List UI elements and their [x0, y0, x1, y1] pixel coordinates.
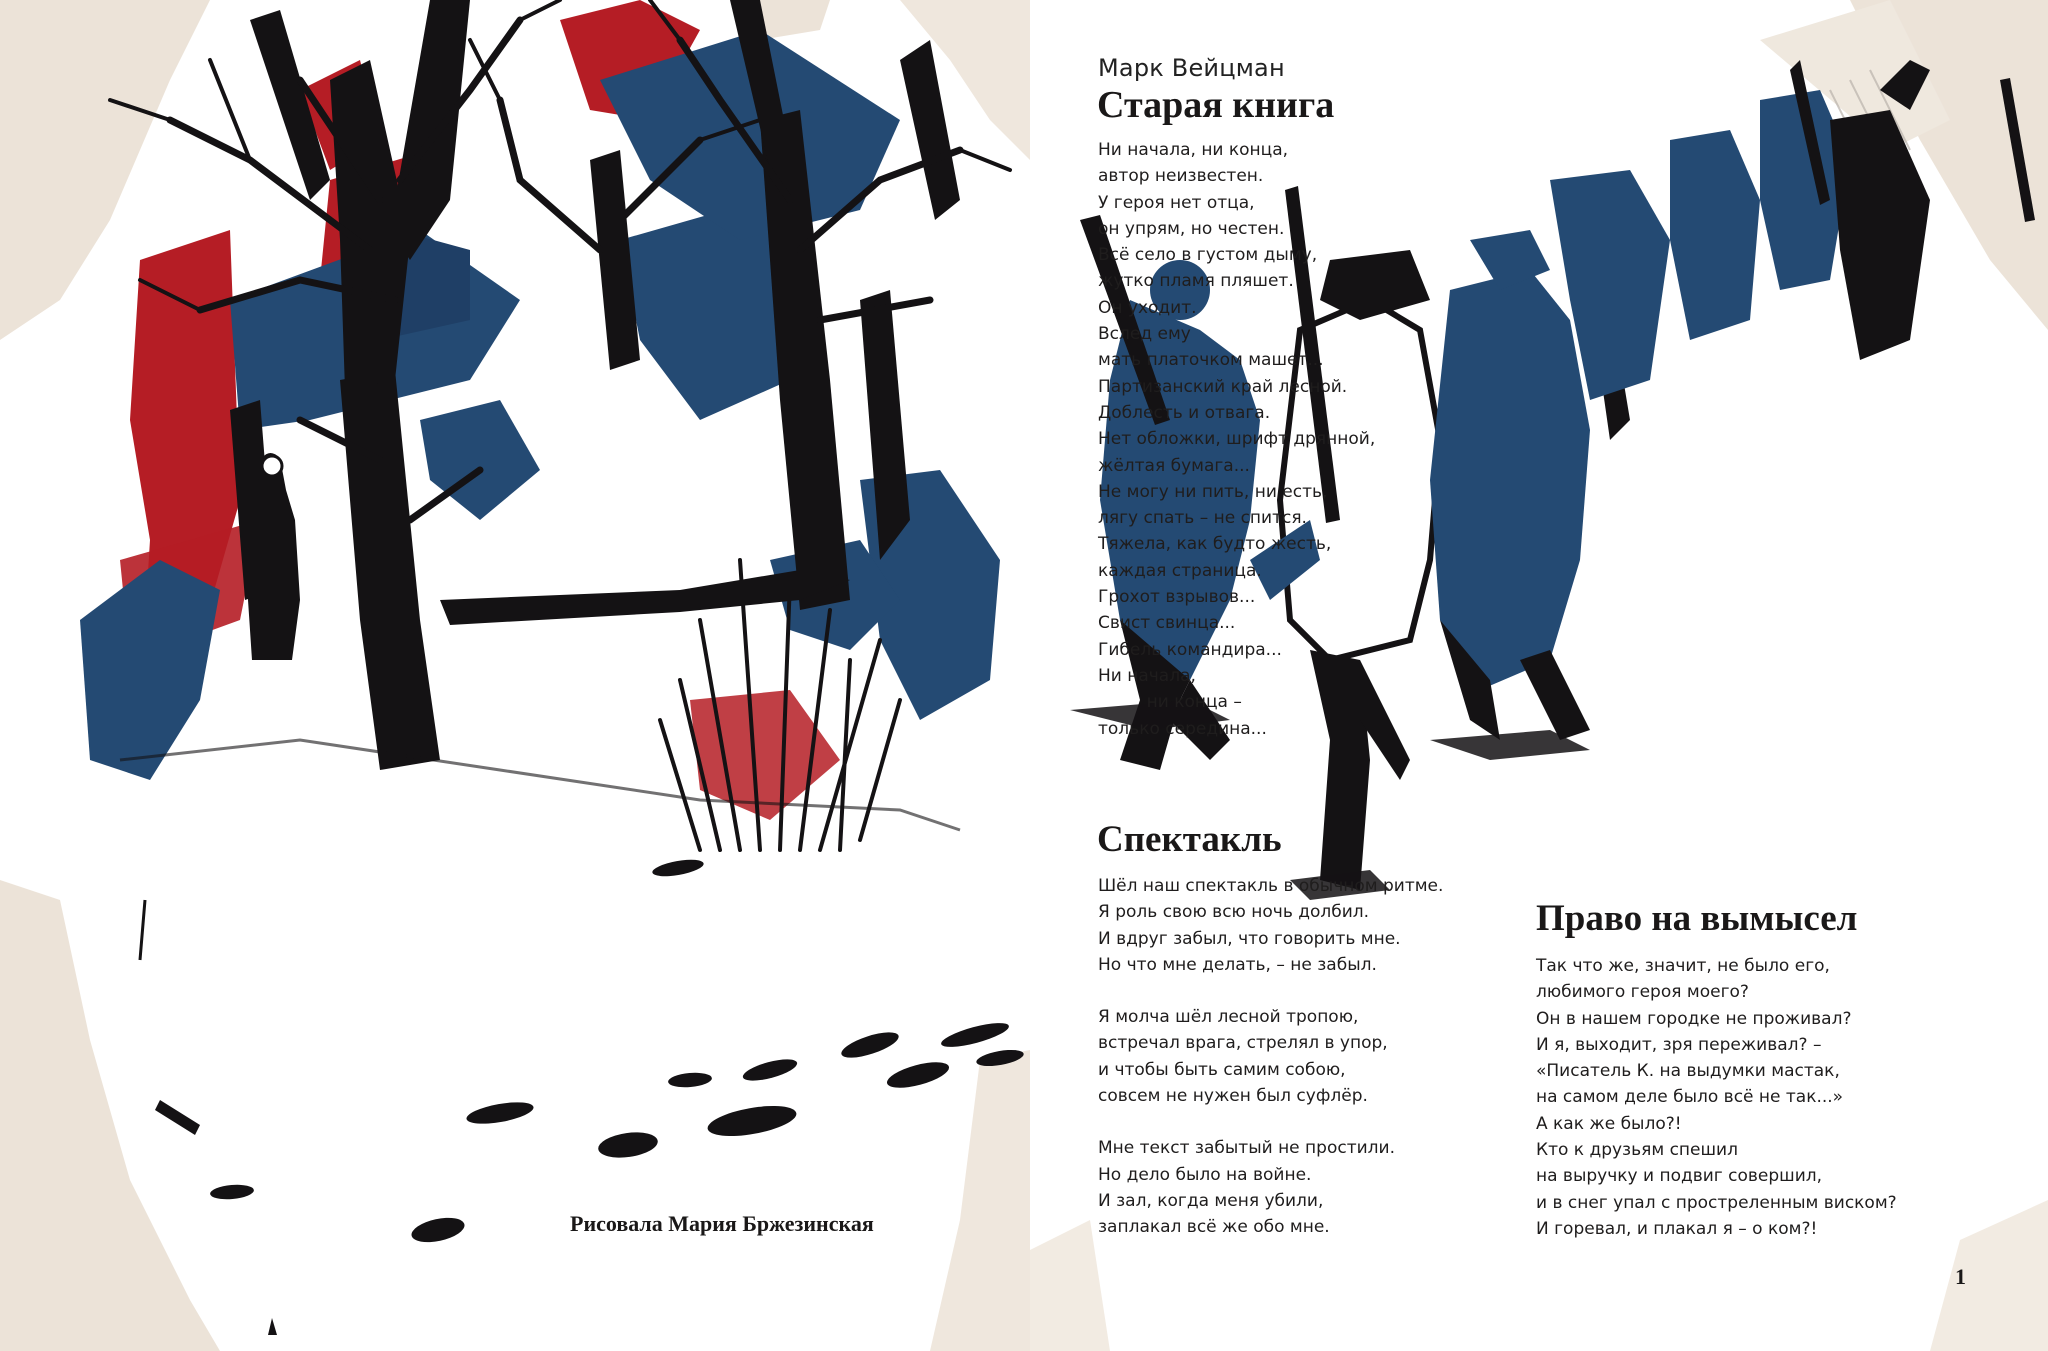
verse-line: «Писатель К. на выдумки мастак, [1536, 1061, 1840, 1082]
verse-line: Тяжела, как будто жесть, [1098, 534, 1332, 555]
verse-line: и в снег упал с простреленным виском? [1536, 1192, 1897, 1213]
verse-line: Но что мне делать, – не забыл. [1098, 954, 1377, 975]
verse-line: У героя нет отца, [1098, 192, 1255, 213]
verse-line: А как же было?! [1536, 1113, 1682, 1134]
verse-line: на выручку и подвиг совершил, [1536, 1166, 1823, 1187]
verse-line: жутко пламя пляшет. [1098, 271, 1294, 292]
verse-line: Ни начала, [1098, 665, 1196, 686]
verse-line: И я, выходит, зря переживал? – [1536, 1034, 1822, 1055]
verse-line: жёлтая бумага... [1098, 455, 1250, 476]
verse-line: И зал, когда меня убили, [1098, 1190, 1324, 1211]
verse-line: Ни начала, ни конца, [1098, 140, 1289, 160]
verse-line: Всё село в густом дыму, [1098, 245, 1318, 266]
poem-title-right-to-fiction: Право на вымысел [1536, 898, 1858, 939]
verse-line: на самом деле было всё не так...» [1536, 1087, 1844, 1108]
verse-line: И горевал, и плакал я – о ком?! [1536, 1218, 1818, 1239]
verse-line: Партизанский край лесной. [1098, 376, 1348, 397]
verse-line: встречал врага, стрелял в упор, [1098, 1033, 1388, 1054]
verse-line: Мне текст забытый не простили. [1098, 1138, 1395, 1159]
verse-line: Свист свинца... [1098, 613, 1236, 634]
verse-line: Я молча шёл лесной тропою, [1098, 1007, 1359, 1028]
poem-title-old-book: Старая книга [1097, 84, 1335, 126]
verse-line: Кто к друзьям спешил [1536, 1140, 1738, 1161]
author-name: Марк Вейцман [1098, 54, 1285, 82]
verse-line: только середина... [1098, 718, 1267, 739]
verse-line: лягу спать – не спится. [1098, 508, 1307, 529]
verse-line: он упрям, но честен. [1098, 218, 1285, 239]
verse-line: Грохот взрывов... [1098, 587, 1256, 608]
stanza-gap [1098, 978, 1443, 1004]
poem-performance-verse [1098, 873, 1443, 1241]
verse-line: Вслед ему [1098, 324, 1191, 345]
verse-line: совсем не нужен был суфлёр. [1098, 1086, 1368, 1107]
verse-line: ни конца – [1098, 692, 1242, 713]
verse-line: Не могу ни пить, ни есть, [1098, 481, 1328, 502]
verse-line: Но дело было на войне. [1098, 1164, 1312, 1185]
verse-line: заплакал всё же обо мне. [1098, 1217, 1330, 1238]
poem-title-performance: Спектакль [1097, 819, 1282, 860]
verse-line: Так что же, значит, не было его, [1536, 956, 1830, 976]
verse-line: и чтобы быть самим собою, [1098, 1059, 1346, 1080]
verse-line: любимого героя моего? [1536, 982, 1749, 1003]
verse-line: Доблесть и отвага. [1098, 402, 1271, 423]
verse-line: Я роль свою всю ночь долбил. [1098, 902, 1370, 923]
illustrator-credit: Рисовала Мария Бржезинская [570, 1211, 874, 1236]
verse-line: Он в нашем городке не проживал? [1536, 1008, 1852, 1029]
verse-line: Нет обложки, шрифт дрянной, [1098, 429, 1376, 450]
stanza-gap [1098, 1109, 1443, 1135]
verse-line: каждая страница. [1098, 560, 1262, 581]
verse-line: автор неизвестен. [1098, 166, 1264, 187]
page-number: 1 [1955, 1264, 1966, 1289]
poem-right-to-fiction-verse [1536, 953, 1897, 1242]
verse-line: Он уходит. [1098, 297, 1197, 318]
verse-line: Гибель командира... [1098, 639, 1282, 660]
poem-old-book-verse [1098, 137, 1375, 742]
verse-line: мать платочком машет... [1098, 350, 1324, 371]
verse-line: И вдруг забыл, что говорить мне. [1098, 928, 1401, 949]
verse-line: Шёл наш спектакль в обычном ритме. [1098, 876, 1444, 896]
